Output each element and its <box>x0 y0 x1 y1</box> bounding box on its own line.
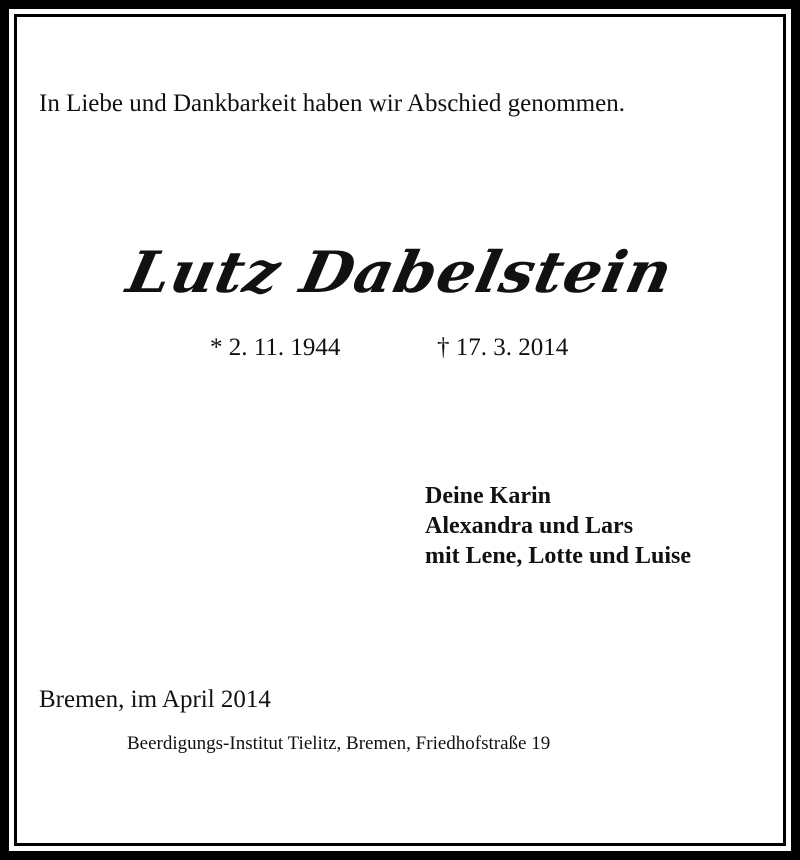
mourner-line: Deine Karin <box>425 483 551 509</box>
deceased-name: Lutz Dabelstein <box>121 239 679 307</box>
mourner-line: Alexandra und Lars <box>425 513 634 539</box>
inner-border <box>14 14 786 846</box>
mourner-line: mit Lene, Lotte und Luise <box>425 543 692 569</box>
undertaker-info: Beerdigungs-Institut Tielitz, Bremen, Friedhofstraße 19 <box>127 733 551 754</box>
death-date: † 17. 3. 2014 <box>437 334 569 361</box>
mourners-block <box>425 481 691 571</box>
place-date: Bremen, im April 2014 <box>39 686 271 713</box>
birth-date: * 2. 11. 1944 <box>210 334 341 361</box>
intro-text: In Liebe und Dankbarkeit haben wir Abschied genommen. <box>39 90 625 117</box>
